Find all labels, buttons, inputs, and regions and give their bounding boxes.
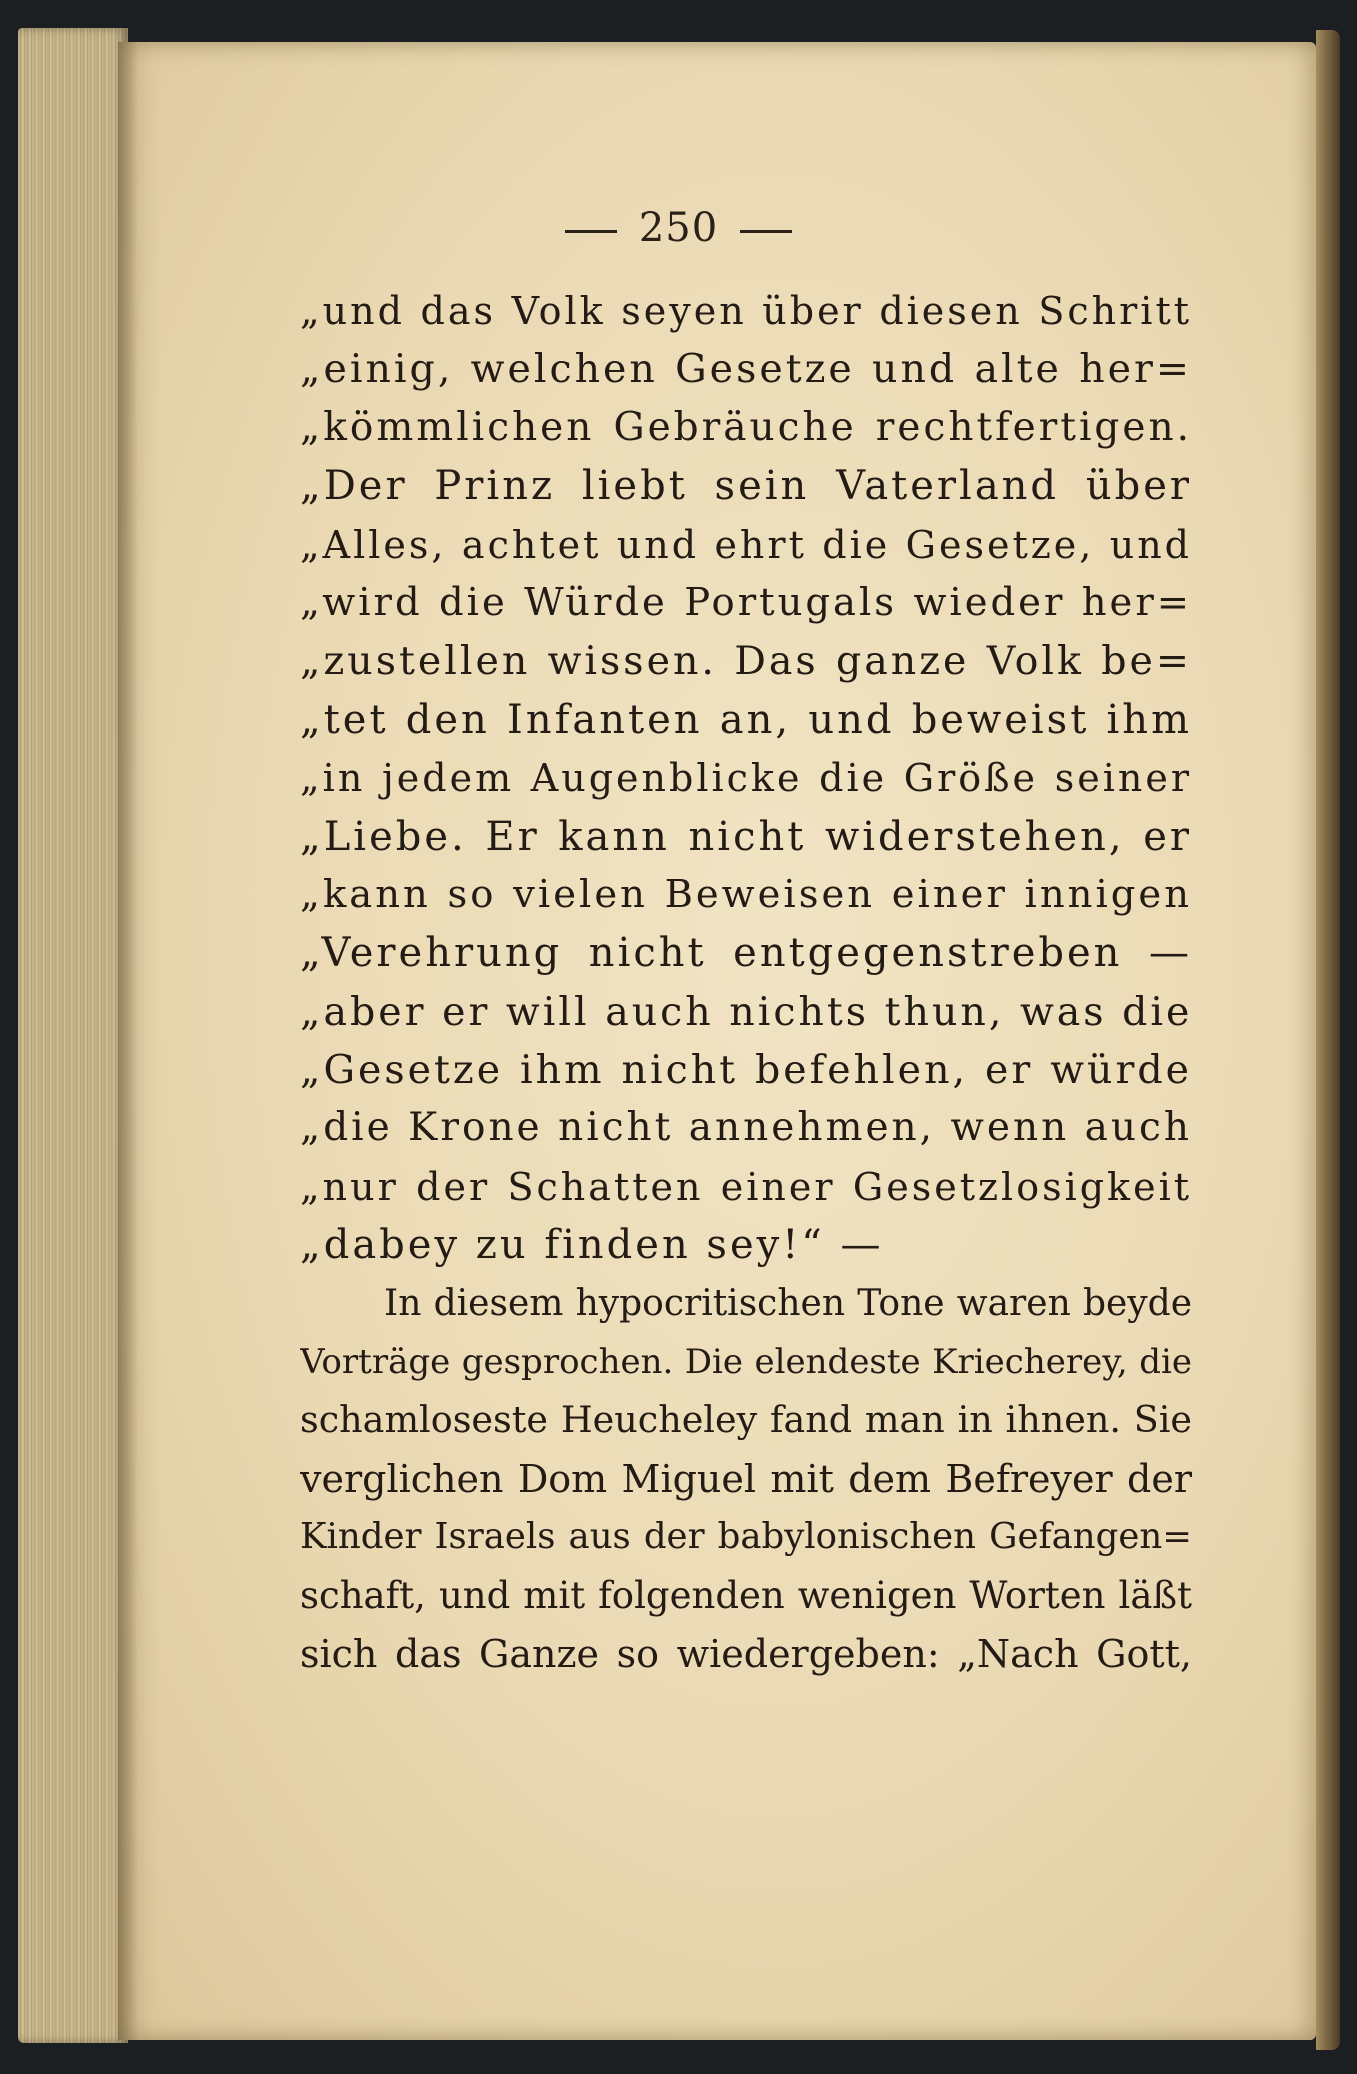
book-cover-edge	[1316, 30, 1340, 2050]
text-line: „kann so vielen Beweisen einer innigen	[300, 871, 1192, 917]
text-line: „Gesetze ihm nicht befehlen, er würde	[300, 1047, 1192, 1094]
text-line: Vorträge gesprochen. Die elendeste Kriecherey, die	[300, 1342, 1192, 1383]
text-line: Kinder Israels aus der babylonischen Gefangen=	[300, 1516, 1192, 1558]
text-line: „zustellen wissen. Das ganze Volk be=	[300, 638, 1192, 685]
text-line: „aber er will auch nichts thun, was die	[300, 988, 1192, 1035]
text-line: „Liebe. Er kann nicht widerstehen, er	[300, 813, 1192, 860]
text-line: „einig, welchen Gesetze und alte her=	[300, 346, 1192, 393]
text-line: „wird die Würde Portugals wieder her=	[300, 579, 1192, 625]
spine-shadow	[118, 42, 138, 2040]
text-line: „Alles, achtet und ehrt die Gesetze, und	[300, 522, 1192, 567]
text-line: „nur der Schatten einer Gesetzlosigkeit	[300, 1164, 1192, 1209]
text-line: „kömmlichen Gebräuche rechtfertigen.	[300, 404, 1192, 450]
text-line: „tet den Infanten an, und beweist ihm	[300, 696, 1192, 743]
book-page-edges	[18, 28, 128, 2043]
header-dash-left	[565, 230, 617, 233]
text-line: „Verehrung nicht entgegenstreben —	[300, 930, 1192, 977]
page-header	[0, 205, 1357, 251]
page-number: 250	[638, 205, 719, 251]
text-line: schamloseste Heucheley fand man in ihnen. Sie	[300, 1398, 1192, 1442]
text-line: sich das Ganze so wiedergeben: „Nach Gott,	[300, 1631, 1192, 1676]
text-line: „und das Volk seyen über diesen Schritt	[300, 289, 1192, 333]
text-line: „dabey zu finden sey!“ —	[300, 1222, 884, 1269]
body-text	[300, 282, 1192, 1683]
text-line: „Der Prinz liebt sein Vaterland über	[300, 463, 1192, 510]
header-dash-right	[740, 230, 792, 233]
text-line: „die Krone nicht annehmen, wenn auch	[300, 1105, 1192, 1151]
text-line: „in jedem Augenblicke die Größe seiner	[300, 756, 1192, 801]
text-line: In diesem hypocritischen Tone waren beyde	[384, 1282, 1192, 1324]
text-line: verglichen Dom Miguel mit dem Befreyer der	[300, 1456, 1192, 1501]
text-line: schaft, und mit folgenden wenigen Worten läßt	[300, 1573, 1192, 1617]
